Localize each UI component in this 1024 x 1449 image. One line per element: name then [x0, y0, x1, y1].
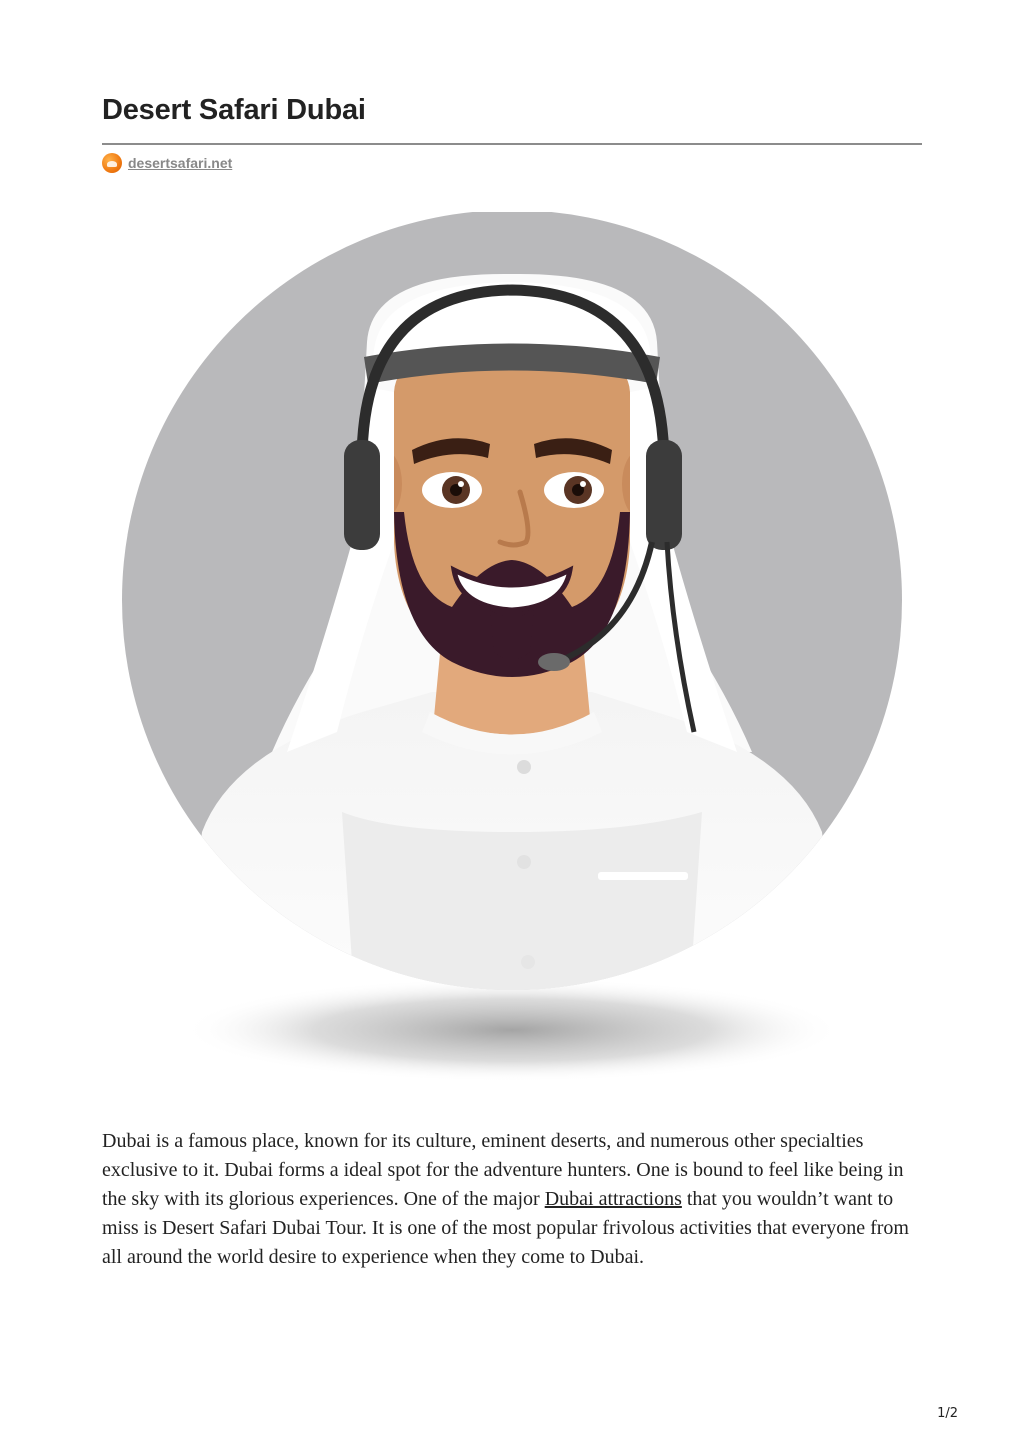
- pocket-line: [598, 872, 688, 880]
- kandura-button-3: [521, 955, 535, 969]
- kandura-button-1: [517, 760, 531, 774]
- goatee: [490, 610, 534, 660]
- title-divider: [102, 143, 922, 145]
- headset-mic: [538, 653, 570, 671]
- kandura-button-2: [517, 855, 531, 869]
- support-agent-illustration: [112, 212, 912, 1112]
- right-earcup: [646, 440, 682, 550]
- page-number: 1/2: [937, 1406, 958, 1421]
- site-logo-icon: [102, 153, 122, 173]
- dubai-attractions-link[interactable]: Dubai attractions: [544, 1188, 682, 1210]
- source-line: [102, 153, 232, 173]
- intro-paragraph: [102, 1127, 914, 1272]
- paragraph-text-start: Dubai is a famous place, known for its culture, eminent deserts, and numerous other specialties exclusive to it. Dubai forms a ideal spot for the adventure hunters. One is bound to feel like being in the sky with its glorious experiences. One of the major: [102, 1130, 904, 1210]
- right-eye-highlight: [580, 481, 586, 487]
- paragraph-text-end: that you wouldn’t want to miss is Desert Safari Dubai Tour. It is one of the most popular frivolous activities that everyone from all around the world desire to experience when they come to Dubai.: [102, 1188, 909, 1268]
- left-earcup: [344, 440, 380, 550]
- page-title: Desert Safari Dubai: [102, 94, 366, 126]
- floor-shadow: [182, 978, 842, 1082]
- source-link[interactable]: desertsafari.net: [128, 155, 233, 171]
- left-eye-highlight: [458, 481, 464, 487]
